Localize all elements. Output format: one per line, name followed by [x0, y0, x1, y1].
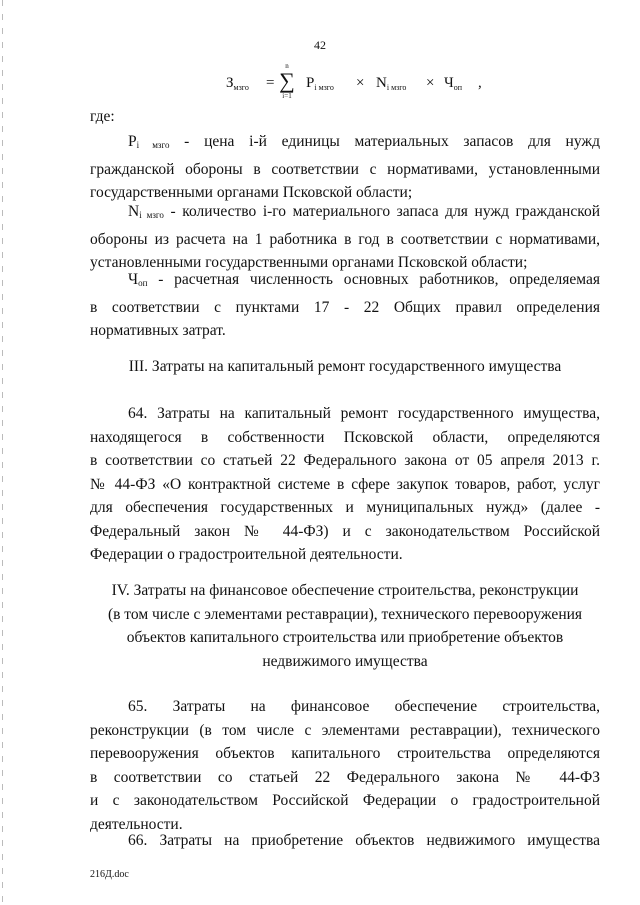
- definition-quantity: Ni мзго - количество i-го материального запаса для нужд гражданской обороны из расчета на 1 работника в год в соответствии с нормативами, установленными государственными органами Псковской области;: [90, 203, 600, 271]
- definition-price: Pi мзго - цена i-й единицы материальных запасов для нужд гражданской обороны в соответствии с нормативами, установленными государственными органами Псковской области;: [90, 133, 600, 201]
- section-3-title: III. Затраты на капитальный ремонт государственного имущества: [128, 358, 562, 375]
- scan-edge: [2, 0, 3, 905]
- footer-filename: 216Д.doc: [90, 869, 129, 880]
- formula-times-2: ×: [426, 75, 435, 91]
- formula-quantity: $N_{i мзго}$: [376, 75, 407, 92]
- paragraph-64: 64. Затраты на капитальный ремонт государственного имущества, находящегося в собственности Псковской области, определяются в соответствии со статьей 22 Федерального закона от 05 апреля 2013 г. № 44-ФЗ «О контрактной системе в сфере закупок товаров, работ, услуг для обеспечения государственных и муниципальных нужд» (далее - Федеральный закон № 44-ФЗ) и с законодательством Российской Федерации о градостроительной деятельности.: [90, 405, 600, 563]
- section-4-title: IV. Затраты на финансовое обеспечение строительства, реконструкции (в том числе с элементами реставрации), технического перевооружения объектов капитального строительства или приобретение объектов недвижимого имущества: [107, 582, 583, 670]
- paragraph-65: 65. Затраты на финансовое обеспечение строительства, реконструкции (в том числе с элементами реставрации), технического перевооружения объектов капитального строительства определяются в соответствии со статьей 22 Федерального закона № 44-ФЗ и с законодательством Российской Федерации о градостроительной деятельности.: [90, 698, 600, 833]
- sum-symbol: n ∑ i=1: [279, 62, 295, 100]
- page-number: 42: [314, 38, 326, 52]
- formula-headcount: $Ч_{оп}$: [444, 75, 463, 92]
- definition-headcount: Чоп - расчетная численность основных работников, определяемая в соответствии с пунктами 17 - 22 Общих правил определения нормативных затрат.: [90, 271, 600, 339]
- formula-equals: =: [266, 75, 275, 91]
- paragraph-66: 66. Затраты на приобретение объектов недвижимого имущества: [128, 832, 600, 849]
- formula-times-1: ×: [356, 75, 365, 91]
- where-label: где:: [90, 108, 115, 125]
- formula-price: $P_{i мзго}$: [306, 75, 334, 92]
- formula-end: ,: [478, 75, 482, 91]
- formula-lhs: $З_{мзго}$: [226, 75, 249, 92]
